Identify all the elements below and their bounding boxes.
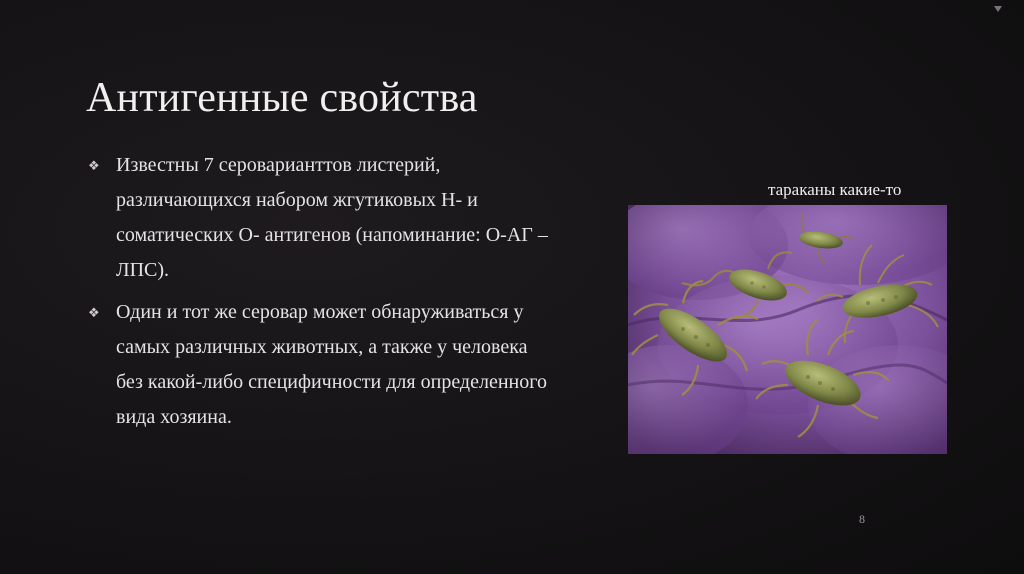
bullet-text: Известны 7 сероварианттов листерий, различающихся набором жгутиковых Н- и соматических О- антигенов (напоминание: О-АГ – ЛПС). bbox=[116, 154, 548, 281]
image-caption: тараканы какие-то bbox=[768, 180, 902, 199]
page-number: 8 bbox=[859, 512, 865, 526]
slide-title: Антигенные свойства bbox=[86, 75, 478, 121]
bullet-text: Один и тот же серовар может обнаруживаться у самых различных животных, а также у человека без какой-либо специфичности для определенного вида хозяина. bbox=[116, 301, 547, 428]
bacteria-photo bbox=[628, 205, 947, 454]
diamond-ornament-icon: ❖ bbox=[88, 158, 100, 173]
bullet-item bbox=[86, 295, 556, 435]
bullet-item bbox=[86, 148, 556, 288]
bacteria-illustration bbox=[628, 205, 947, 454]
bullet-list bbox=[86, 148, 556, 442]
diamond-ornament-icon: ❖ bbox=[88, 305, 100, 320]
slide-corner-marker bbox=[994, 6, 1002, 12]
